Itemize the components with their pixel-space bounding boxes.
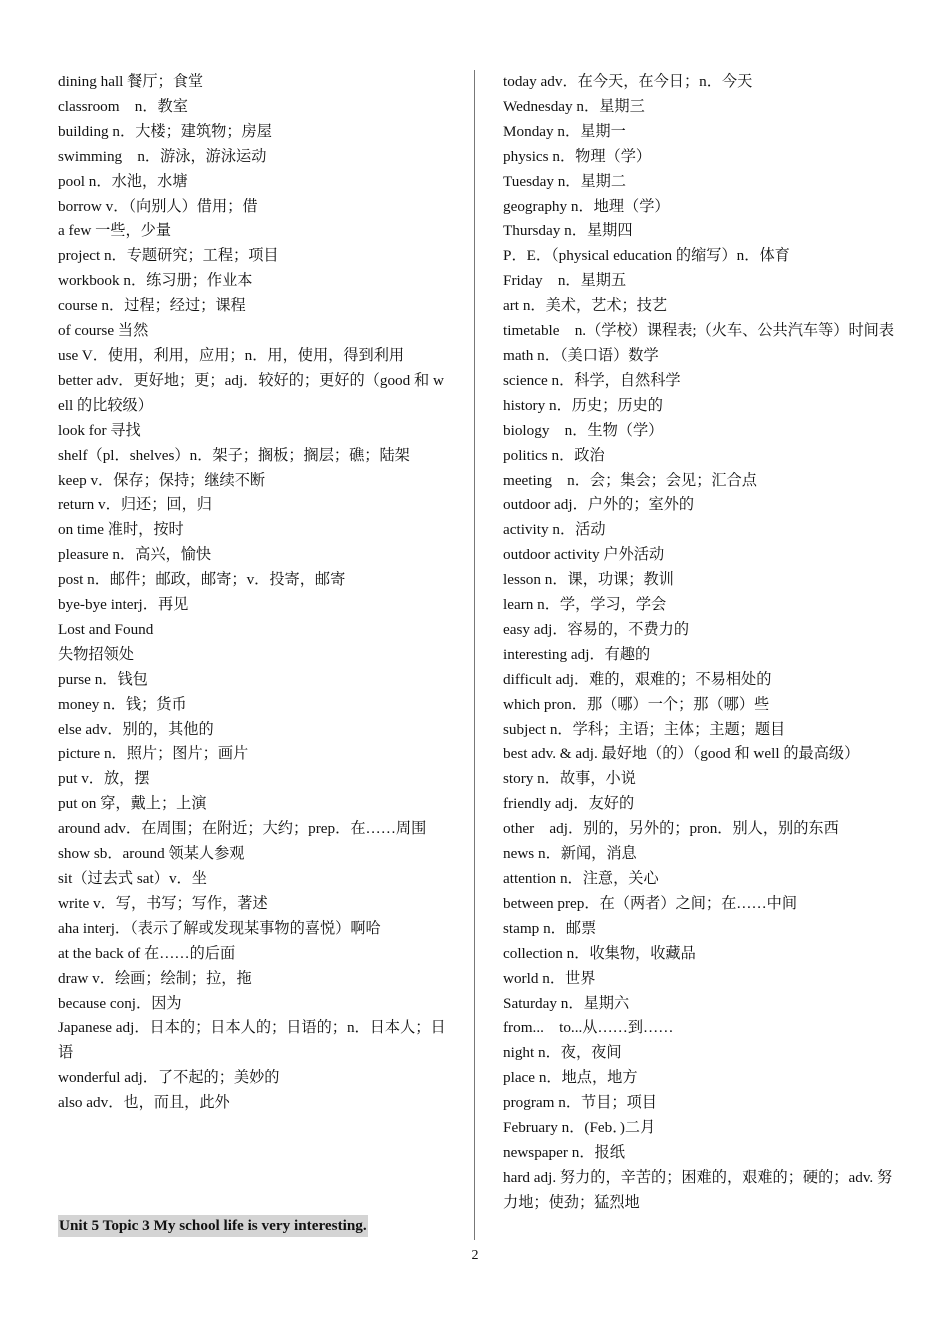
vocabulary-entry: project n．专题研究；工程；项目 [58, 247, 279, 265]
vocabulary-entry: easy adj．容易的，不费力的 [503, 620, 690, 638]
vocabulary-entry: difficult adj．难的，艰难的；不易相处的 [503, 670, 772, 688]
vocabulary-entry: Wednesday n．星期三 [503, 97, 645, 115]
vocabulary-entry: from... to...从……到…… [503, 1019, 674, 1037]
vocabulary-entry: Thursday n．星期四 [503, 222, 633, 240]
vocabulary-entry: learn n．学，学习，学会 [503, 596, 667, 614]
vocabulary-entry: activity n．活动 [503, 521, 606, 539]
vocabulary-entry: purse n．钱包 [58, 670, 148, 688]
vocabulary-entry: show sb．around 领某人参观 [58, 845, 245, 863]
vocabulary-entry: on time 准时，按时 [58, 521, 184, 539]
page-number: 2 [471, 1248, 479, 1263]
vocabulary-entry: at the back of 在……的后面 [58, 944, 236, 962]
vocabulary-entry: meeting n．会；集会；会见；汇合点 [503, 471, 757, 489]
vocabulary-entry: bye-bye interj．再见 [58, 596, 189, 614]
vocabulary-entry: put on 穿，戴上；上演 [58, 795, 207, 813]
vocabulary-entry: because conj．因为 [58, 994, 182, 1012]
vocabulary-entry: February n．(Feb．)二月 [503, 1119, 656, 1137]
vocabulary-entry: story n．故事，小说 [503, 770, 636, 788]
vocabulary-entry: shelf（pl．shelves）n．架子；搁板；搁层；礁；陆架 [58, 446, 410, 464]
vocabulary-entry: post n．邮件；邮政，邮寄；v．投寄，邮寄 [58, 571, 346, 589]
vocabulary-entry: other adj．别的，另外的；pron．别人，别的东西 [503, 820, 839, 838]
vocabulary-entry: politics n．政治 [503, 446, 605, 464]
vocabulary-entry: friendly adj．友好的 [503, 795, 635, 813]
vocabulary-entry: hard adj. 努力的，辛苦的；困难的，艰难的；硬的；adv. 努力地；使劲；猛烈地 [503, 1168, 893, 1211]
vocabulary-entry: course n．过程；经过；课程 [58, 297, 246, 315]
vocabulary-entry: history n．历史；历史的 [503, 396, 663, 414]
vocabulary-entry: subject n．学科；主语；主体；主题；题目 [503, 720, 786, 738]
vocabulary-entry: physics n．物理（学） [503, 147, 652, 165]
vocabulary-entry: art n．美术，艺术；技艺 [503, 297, 668, 315]
vocabulary-entry: best adv. & adj. 最好地（的）（good 和 well 的最高级） [503, 745, 860, 763]
vocabulary-entry: pleasure n．高兴，愉快 [58, 546, 212, 564]
vocabulary-entry: math n．（美口语）数学 [503, 346, 659, 364]
vocabulary-entry: classroom n．教室 [58, 97, 188, 115]
vocabulary-entry: world n．世界 [503, 969, 596, 987]
vocabulary-entry: Friday n．星期五 [503, 272, 627, 290]
vocabulary-entry: geography n．地理（学） [503, 197, 670, 215]
vocabulary-entry: picture n．照片；图片；画片 [58, 745, 249, 763]
vocabulary-entry: put v．放，摆 [58, 770, 150, 788]
vocabulary-entry: workbook n．练习册；作业本 [58, 272, 253, 290]
vocabulary-entry: stamp n．邮票 [503, 919, 597, 937]
vocabulary-entry: attention n．注意，关心 [503, 870, 659, 887]
vocabulary-entry: money n．钱；货币 [58, 695, 187, 713]
vocabulary-entry: outdoor activity 户外活动 [503, 546, 665, 564]
vocabulary-entry: science n．科学，自然科学 [503, 371, 681, 389]
vocabulary-entry: P．E．（physical education 的缩写）n．体育 [503, 247, 790, 265]
vocabulary-entry: which pron．那（哪）一个；那（哪）些 [503, 695, 770, 713]
vocabulary-entry: program n．节目；项目 [503, 1094, 657, 1112]
vocabulary-entry: write v．写，书写；写作，著述 [58, 894, 268, 912]
vocabulary-entry: of course 当然 [58, 322, 149, 340]
vocabulary-entry: place n．地点，地方 [503, 1069, 638, 1087]
vocabulary-entry: biology n．生物（学） [503, 421, 664, 439]
vocabulary-entry: between prep．在（两者）之间；在……中间 [503, 894, 798, 912]
vocabulary-entry: pool n．水池，水塘 [58, 172, 188, 190]
vocabulary-entry: building n．大楼；建筑物；房屋 [58, 122, 272, 140]
vocabulary-entry: swimming n．游泳，游泳运动 [58, 147, 267, 165]
vocabulary-entry: news n．新闻，消息 [503, 845, 637, 863]
vocabulary-entry: outdoor adj．户外的；室外的 [503, 496, 695, 514]
vocabulary-entry: Monday n．星期一 [503, 122, 626, 140]
vocabulary-entry: dining hall 餐厅；食堂 [58, 73, 204, 90]
vocabulary-entry: Lost and Found [58, 620, 154, 638]
vocabulary-entry: timetable n.（学校）课程表;（火车、公共汽车等）时间表 [503, 322, 895, 340]
vocabulary-entry: lesson n．课，功课；教训 [503, 571, 674, 589]
vocabulary-entry: today adv．在今天，在今日；n．今天 [503, 73, 753, 90]
section-heading: Unit 5 Topic 3 My school life is very interesting. [58, 1215, 368, 1237]
vocabulary-entry: Tuesday n．星期二 [503, 172, 627, 190]
vocabulary-entry: newspaper n．报纸 [503, 1143, 625, 1161]
column-divider [474, 70, 475, 1240]
vocabulary-entry: a few 一些，少量 [58, 222, 172, 240]
vocabulary-entry: better adv．更好地；更；adj．较好的；更好的（good 和 well 的比较级） [58, 371, 444, 414]
vocabulary-entry: keep v．保存；保持；继续不断 [58, 471, 266, 489]
right-vocabulary-column [503, 70, 895, 1216]
vocabulary-entry: Saturday n．星期六 [503, 994, 630, 1012]
vocabulary-entry: collection n．收集物，收藏品 [503, 944, 696, 962]
vocabulary-entry: draw v．绘画；绘制；拉，拖 [58, 969, 252, 987]
vocabulary-entry: return v．归还；回，归 [58, 496, 212, 514]
vocabulary-entry: 失物招领处 [58, 645, 134, 663]
vocabulary-entry: also adv．也，而且，此外 [58, 1094, 230, 1112]
vocabulary-entry: interesting adj．有趣的 [503, 645, 651, 663]
left-vocabulary-column [58, 70, 450, 1116]
vocabulary-entry: aha interj．（表示了解或发现某事物的喜悦）啊哈 [58, 919, 381, 937]
vocabulary-entry: Japanese adj．日本的；日本人的；日语的；n．日本人；日语 [58, 1019, 446, 1062]
vocabulary-entry: borrow v．（向别人）借用；借 [58, 197, 258, 215]
vocabulary-entry: around adv．在周围；在附近；大约；prep．在……周围 [58, 820, 427, 838]
vocabulary-entry: look for 寻找 [58, 421, 141, 439]
vocabulary-entry: night n．夜，夜间 [503, 1044, 622, 1062]
vocabulary-entry: wonderful adj．了不起的；美妙的 [58, 1069, 280, 1087]
vocabulary-entry: else adv．别的，其他的 [58, 720, 214, 738]
vocabulary-entry: sit（过去式 sat）v．坐 [58, 870, 207, 887]
vocabulary-entry: use V．使用，利用，应用；n．用，使用，得到利用 [58, 346, 405, 364]
